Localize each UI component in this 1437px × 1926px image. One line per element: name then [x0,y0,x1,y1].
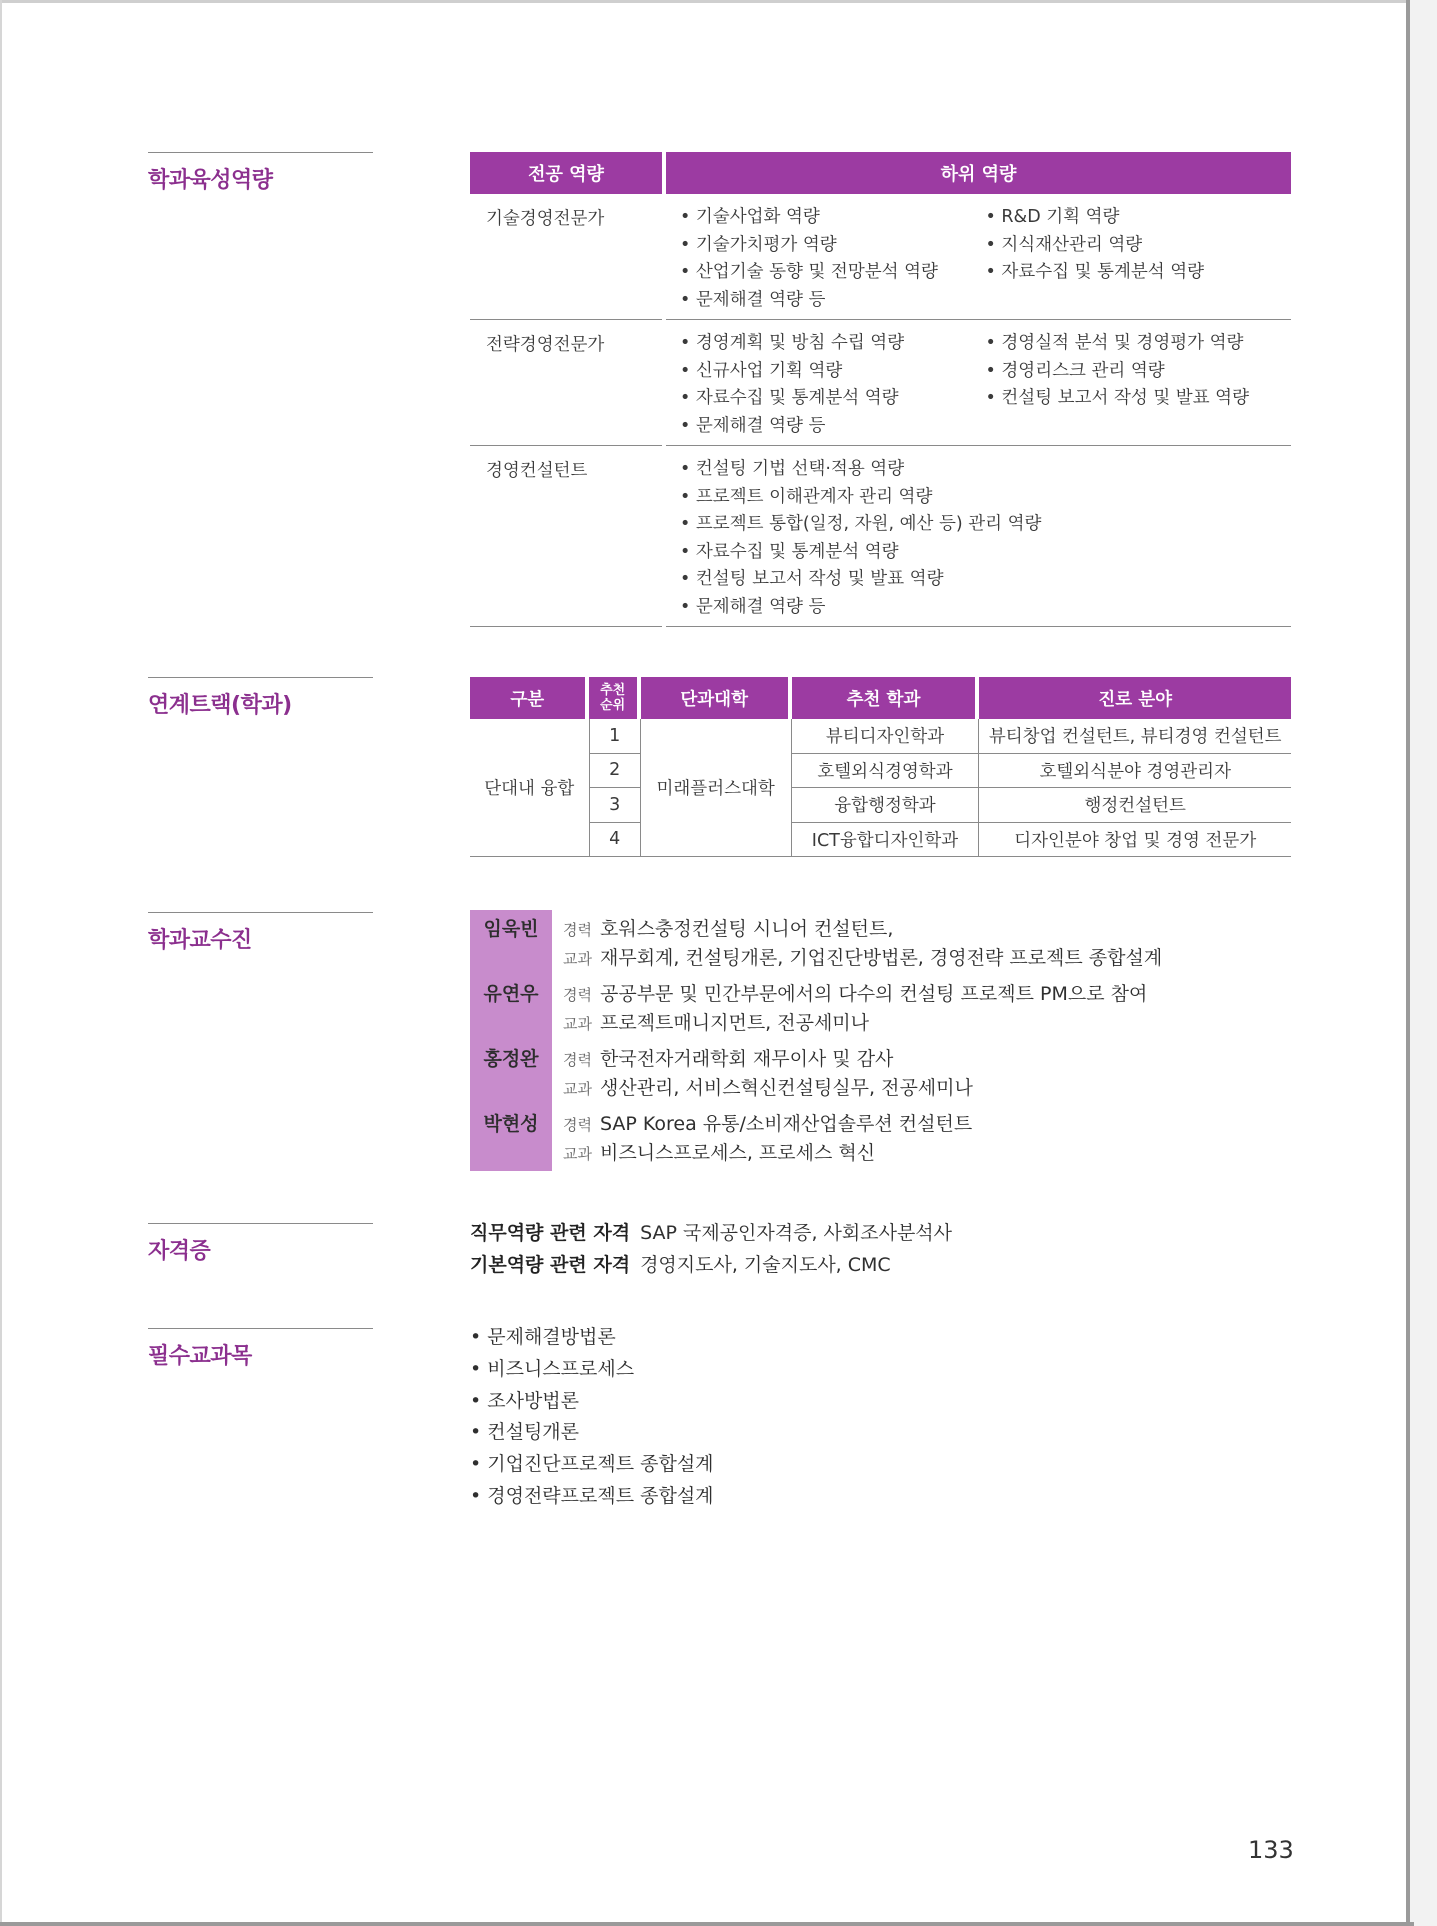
competency-item: • 컨설팅 기법 선택·적용 역량 [680,456,1280,484]
header-dept: 추천 학과 [792,677,980,719]
list-item: • 기업진단프로젝트 종합설계 [470,1449,714,1481]
major-name: 기술경영전문가 [470,194,662,320]
list-item: • 비즈니스프로세스 [470,1354,714,1386]
page-number: 133 [1248,1836,1294,1864]
table-row [470,719,1291,754]
list-item: • 경영전략프로젝트 종합설계 [470,1481,714,1513]
header-sub-competency: 하위 역량 [666,152,1291,194]
rank-cell: 4 [589,823,641,858]
sub-competencies [666,320,1291,446]
faculty-name: 유연우 [483,983,539,1005]
sub-competencies [666,194,1291,320]
faculty-career: 한국전자거래학회 재무이사 및 감사 [599,1048,894,1070]
competency-item: • 경영실적 분석 및 경영평가 역량 [986,330,1292,358]
dept-cell: 뷰티디자인학과 [792,719,980,754]
competency-item: • 자료수집 및 통계분석 역량 [986,259,1292,287]
competency-item: • 경영리스크 관리 역량 [986,358,1292,386]
sub-competencies [666,446,1291,627]
certificate-row [470,1218,952,1250]
faculty-courses: 프로젝트매니지먼트, 전공세미나 [599,1012,870,1034]
major-name: 경영컨설턴트 [470,446,662,627]
certificates-list [470,1218,952,1282]
career-cell: 호텔외식분야 경영관리자 [979,754,1291,789]
rank-cell: 2 [589,754,641,789]
courses-label: 교과 [563,1145,592,1163]
section-title-track: 연계트랙(학과) [148,677,373,719]
faculty-career: 공공부문 및 민간부문에서의 다수의 컨설팅 프로젝트 PM으로 참여 [599,983,1148,1005]
career-label: 경력 [563,1051,592,1069]
track-type: 단대내 융합 [470,719,589,857]
track-table [470,677,1291,857]
faculty-career: 호워스충정컨설팅 시니어 컨설턴트, [599,918,894,940]
competency-item: • 컨설팅 보고서 작성 및 발표 역량 [986,385,1292,413]
certificate-label: 직무역량 관련 자격 [470,1222,631,1244]
faculty-list [470,910,1310,1170]
competency-row [470,446,1291,627]
competency-item: • 기술사업화 역량 [680,204,986,232]
career-cell: 행정컨설턴트 [979,788,1291,823]
faculty-courses: 생산관리, 서비스혁신컨설팅실무, 전공세미나 [599,1077,973,1099]
courses-label: 교과 [563,1015,592,1033]
competency-item: • 문제해결 역량 등 [680,413,986,441]
faculty-member [470,1040,1310,1105]
competency-item: • 경영계획 및 방침 수립 역량 [680,330,986,358]
faculty-career: SAP Korea 유통/소비재산업솔루션 컨설턴트 [599,1113,973,1135]
competency-item: • 신규사업 기획 역량 [680,358,986,386]
competency-item: • 자료수집 및 통계분석 역량 [680,385,986,413]
competency-item: • 산업기술 동향 및 전망분석 역량 [680,259,986,287]
competency-item: • 문제해결 역량 등 [680,594,1280,622]
competency-item: • 지식재산관리 역량 [986,232,1292,260]
dept-cell: ICT융합디자인학과 [792,823,980,858]
list-item: • 문제해결방법론 [470,1322,714,1354]
competency-item: • 자료수집 및 통계분석 역량 [680,539,1280,567]
college-cell: 미래플러스대학 [641,719,792,857]
competency-item: • 프로젝트 통합(일정, 자원, 예산 등) 관리 역량 [680,511,1280,539]
section-title-faculty: 학과교수진 [148,912,373,954]
career-label: 경력 [563,921,592,939]
header-college: 단과대학 [641,677,792,719]
page-bottom-border [0,1922,1414,1926]
competency-item: • 기술가치평가 역량 [680,232,986,260]
faculty-name: 박현성 [483,1113,539,1135]
rank-cell: 1 [589,719,641,754]
table-row [470,754,1291,789]
certificate-value: 경영지도사, 기술지도사, CMC [640,1254,891,1276]
major-name: 전략경영전문가 [470,320,662,446]
career-cell: 디자인분야 창업 및 경영 전문가 [979,823,1291,858]
header-rank: 추천 순위 [589,677,641,719]
certificate-value: SAP 국제공인자격증, 사회조사분석사 [640,1222,953,1244]
list-item: • 조사방법론 [470,1386,714,1418]
competency-item: • 컨설팅 보고서 작성 및 발표 역량 [680,566,1280,594]
list-item: • 컨설팅개론 [470,1417,714,1449]
competency-row [470,320,1291,446]
section-title-required: 필수교과목 [148,1328,373,1370]
competency-table-header [470,152,1291,194]
career-cell: 뷰티창업 컨설턴트, 뷰티경영 컨설턴트 [979,719,1291,754]
competency-item: • R&D 기획 역량 [986,204,1292,232]
career-label: 경력 [563,986,592,1004]
faculty-courses: 재무회계, 컨설팅개론, 기업진단방법론, 경영전략 프로젝트 종합설계 [599,947,1163,969]
certificate-label: 기본역량 관련 자격 [470,1254,631,1276]
table-row [470,823,1291,858]
section-title-certificates: 자격증 [148,1223,373,1265]
header-type: 구분 [470,677,589,719]
courses-label: 교과 [563,950,592,968]
faculty-name: 홍정완 [483,1048,539,1070]
certificate-row [470,1250,952,1282]
faculty-courses: 비즈니스프로세스, 프로세스 혁신 [599,1142,876,1164]
rank-cell: 3 [589,788,641,823]
faculty-name: 임욱빈 [483,918,539,940]
faculty-member [470,975,1310,1040]
table-row [470,788,1291,823]
header-career: 진로 분야 [979,677,1291,719]
page-shadow [1410,0,1437,1926]
dept-cell: 융합행정학과 [792,788,980,823]
competency-row [470,194,1291,320]
header-major-competency: 전공 역량 [470,152,662,194]
competency-table [470,152,1291,627]
faculty-member [470,910,1310,975]
competency-item: • 문제해결 역량 등 [680,287,986,315]
section-title-competency: 학과육성역량 [148,152,373,194]
faculty-member [470,1105,1310,1170]
dept-cell: 호텔외식경영학과 [792,754,980,789]
competency-item: • 프로젝트 이해관계자 관리 역량 [680,484,1280,512]
required-courses-list [470,1322,714,1513]
career-label: 경력 [563,1116,592,1134]
courses-label: 교과 [563,1080,592,1098]
